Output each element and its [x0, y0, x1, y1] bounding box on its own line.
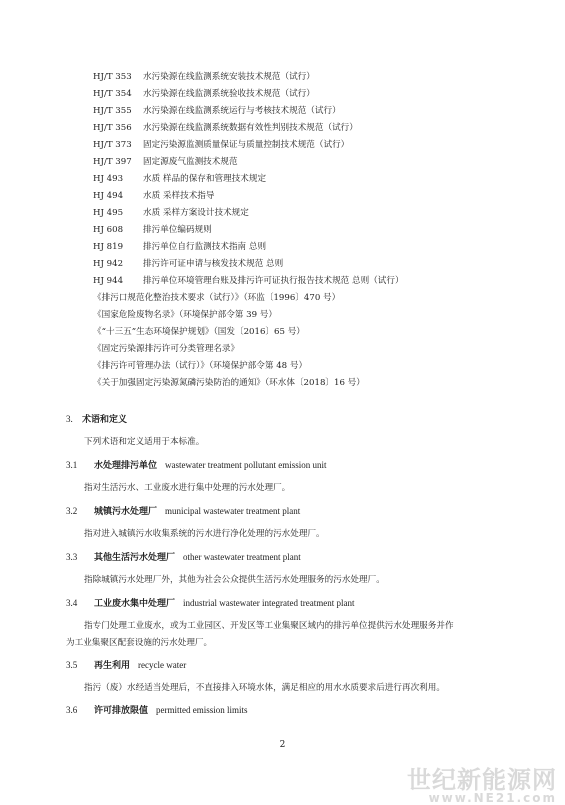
standard-item [93, 190, 214, 202]
term-cn: 工业废水集中处理厂 [94, 599, 176, 609]
standard-code: HJ/T 355 [93, 106, 132, 116]
standard-item [93, 207, 249, 219]
standard-item [93, 241, 266, 253]
term-cn: 城镇污水处理厂 [94, 507, 158, 517]
term-heading [66, 505, 300, 518]
term-en: other wastewater treatment plant [183, 552, 301, 562]
section-title: 术语和定义 [82, 415, 128, 425]
standard-item [93, 156, 238, 168]
term-heading [66, 597, 354, 610]
standard-code: HJ 942 [93, 259, 124, 269]
term-number: 3.5 [66, 660, 78, 670]
standard-title: 水质 采样技术指导 [143, 191, 215, 201]
standard-item [93, 88, 315, 100]
term-heading [66, 704, 248, 717]
standard-title: 排污许可证申请与核发技术规范 总则 [143, 259, 284, 269]
standard-code: HJ 608 [93, 225, 124, 235]
term-definition: 指除城镇污水处理厂外，其他为社会公众提供生活污水处理服务的污水处理厂。 [84, 575, 385, 585]
standard-code: HJ 493 [93, 174, 124, 184]
reference-item: 《“十三五”生态环境保护规划》（国发〔2016〕65 号） [93, 327, 305, 337]
reference-item: 《关于加强固定污染源氮磷污染防治的通知》（环水体〔2018〕16 号） [93, 378, 365, 388]
term-number: 3.2 [66, 506, 78, 516]
term-en: wastewater treatment pollutant emission unit [165, 460, 327, 470]
standard-code: HJ/T 373 [93, 140, 132, 150]
standard-title: 水污染源在线监测系统安装技术规范（试行） [143, 72, 315, 82]
standard-item [93, 275, 404, 287]
standard-title: 水质 采样方案设计技术规定 [143, 208, 249, 218]
term-definition-cont: 为工业集聚区配套设施的污水处理厂。 [66, 638, 213, 648]
standard-item [93, 122, 358, 134]
standard-title: 排污单位编码规则 [143, 225, 212, 235]
term-cn: 水处理排污单位 [94, 461, 158, 471]
term-cn: 其他生活污水处理厂 [94, 553, 176, 563]
term-definition: 指专门处理工业废水，或为工业园区、开发区等工业集聚区域内的排污单位提供污水处理服务并作 [84, 621, 454, 631]
standard-item [93, 105, 341, 117]
term-cn: 再生利用 [94, 661, 131, 671]
standard-title: 固定污染源监测质量保证与质量控制技术规范（试行） [143, 140, 350, 150]
standard-code: HJ/T 354 [93, 89, 132, 99]
reference-item: 《国家危险废物名录》（环境保护部令第 39 号） [93, 310, 277, 320]
standard-item [93, 139, 349, 151]
standard-title: 排污单位环境管理台账及排污许可证执行报告技术规范 总则（试行） [143, 276, 404, 286]
term-en: recycle water [138, 660, 187, 670]
term-definition: 指对进入城镇污水收集系统的污水进行净化处理的污水处理厂。 [84, 529, 325, 539]
section-number: 3. [66, 414, 73, 424]
watermark-url: www.NE21.com [428, 791, 557, 805]
standard-item [93, 258, 283, 270]
section-intro: 下列术语和定义适用于本标准。 [84, 437, 205, 447]
term-heading [66, 551, 301, 564]
term-number: 3.4 [66, 598, 78, 608]
standard-title: 固定源废气监测技术规范 [143, 157, 238, 167]
reference-item: 《固定污染源排污许可分类管理名录》 [93, 344, 240, 354]
reference-item: 《排污口规范化整治技术要求（试行）》（环监〔1996〕470 号） [93, 293, 341, 303]
term-en: permitted emission limits [156, 705, 248, 715]
term-heading [66, 659, 186, 672]
standard-item [93, 224, 212, 236]
standard-code: HJ/T 353 [93, 72, 132, 82]
standard-title: 水污染源在线监测系统数据有效性判别技术规范（试行） [143, 123, 358, 133]
watermark-logo [407, 760, 557, 805]
page-number: 2 [279, 740, 286, 750]
standard-code: HJ 494 [93, 191, 124, 201]
standard-code: HJ/T 397 [93, 157, 132, 167]
standard-title: 水污染源在线监测系统验收技术规范（试行） [143, 89, 315, 99]
term-heading [66, 459, 326, 472]
section-heading [66, 413, 127, 426]
term-en: municipal wastewater treatment plant [165, 506, 301, 516]
standard-code: HJ 495 [93, 208, 124, 218]
reference-item: 《排污许可管理办法（试行）》（环境保护部令第 48 号） [93, 361, 308, 371]
standard-title: 水质 样品的保存和管理技术规定 [143, 174, 267, 184]
standard-code: HJ/T 356 [93, 123, 132, 133]
term-number: 3.1 [66, 460, 78, 470]
standard-title: 水污染源在线监测系统运行与考核技术规范（试行） [143, 106, 341, 116]
standard-code: HJ 819 [93, 242, 124, 252]
standard-item [93, 71, 315, 83]
term-cn: 许可排放限值 [94, 706, 149, 716]
standard-item [93, 173, 266, 185]
watermark-text: 世纪新能源网 [407, 766, 557, 794]
term-definition: 指对生活污水、工业废水进行集中处理的污水处理厂。 [84, 483, 291, 493]
term-en: industrial wastewater integrated treatment plant [183, 598, 355, 608]
standard-code: HJ 944 [93, 276, 124, 286]
term-number: 3.6 [66, 705, 78, 715]
term-definition: 指污（废）水经适当处理后，不直接排入环境水体，满足相应的用水水质要求后进行再次利用。 [84, 683, 445, 693]
standard-title: 排污单位自行监测技术指南 总则 [143, 242, 267, 252]
term-number: 3.3 [66, 552, 78, 562]
